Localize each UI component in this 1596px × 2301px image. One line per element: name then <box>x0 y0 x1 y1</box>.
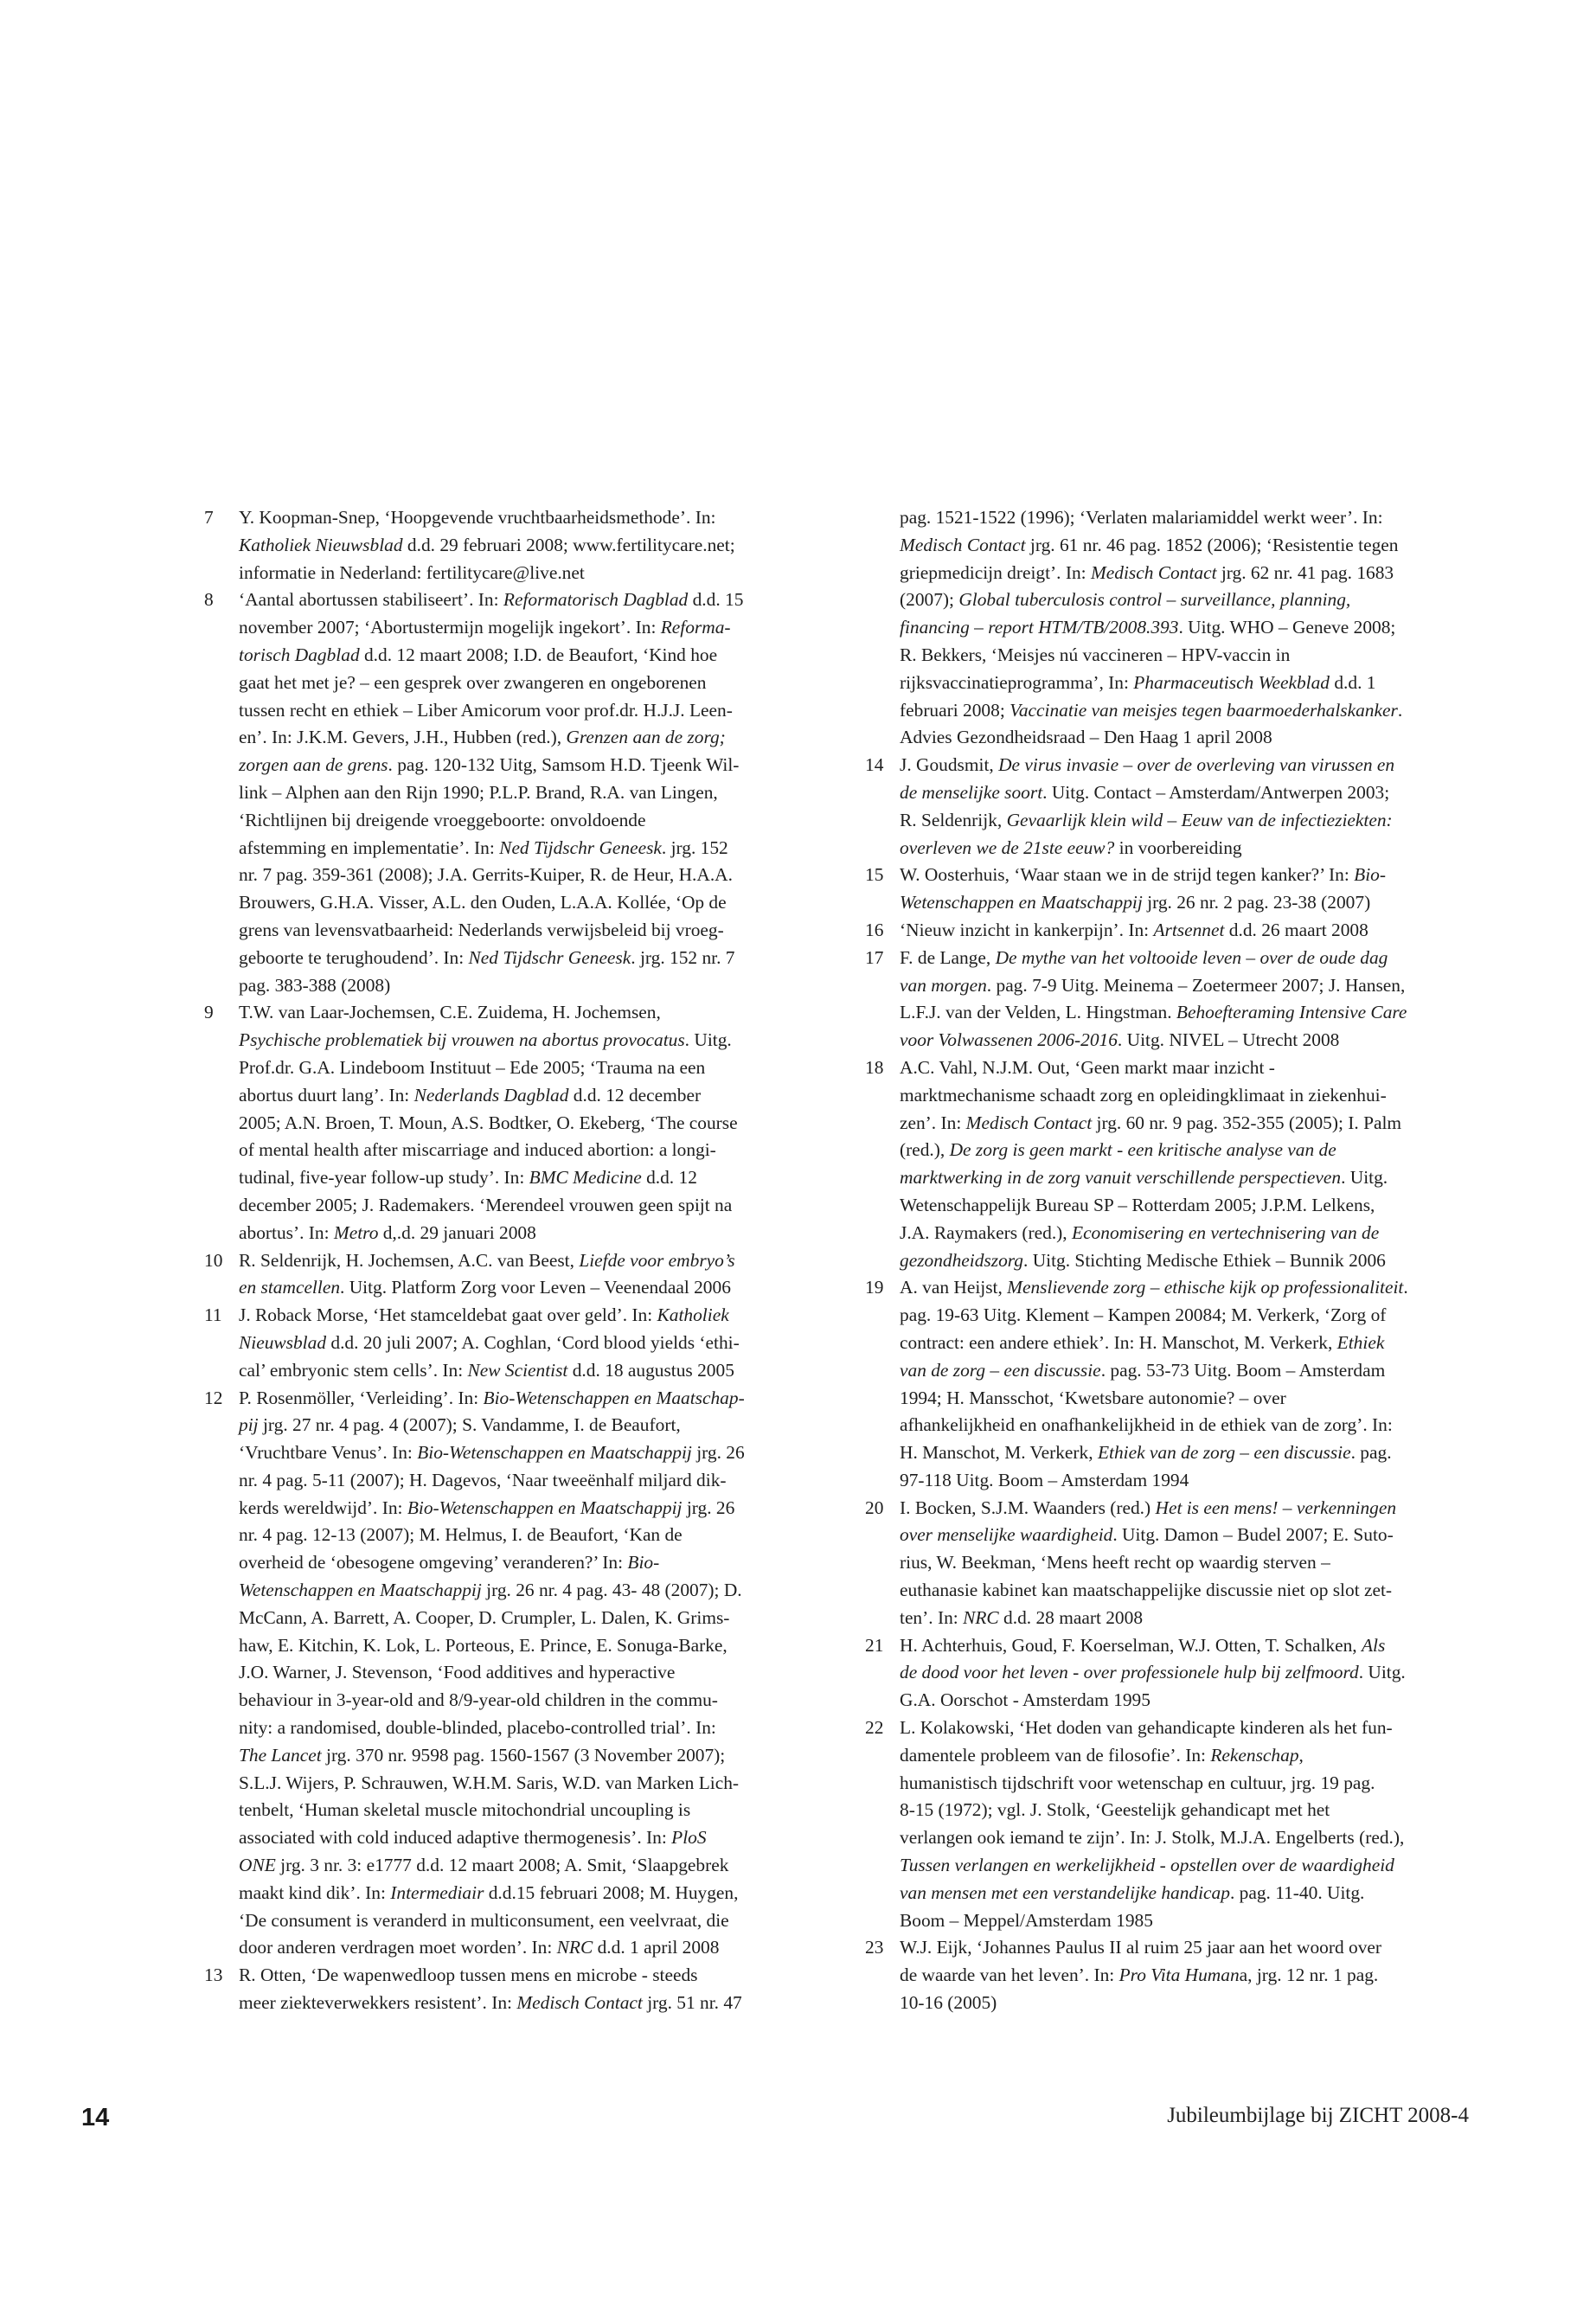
footnote-line: tudinal, five-year follow-up study’. In: BMC Medicine d.d. 12 <box>239 1167 697 1189</box>
footnote-line: gezondheidszorg. Uitg. Stichting Medische Ethiek – Bunnik 2006 <box>900 1249 1386 1271</box>
footnote-line: G.A. Oorschot - Amsterdam 1995 <box>900 1689 1151 1711</box>
footnote-line: Katholiek Nieuwsblad d.d. 29 februari 2008; www.fertilitycare.net; <box>239 534 735 555</box>
footnote-line: Wetenschappelijk Bureau SP – Rotterdam 2005; J.P.M. Lelkens, <box>900 1194 1375 1215</box>
footnote-line: de dood voor het leven - over professionele hulp bij zelfmoord. Uitg. <box>900 1662 1406 1683</box>
footnote-line: afstemming en implementatie’. In: Ned Tijdschr Geneesk. jrg. 152 <box>239 836 728 858</box>
footnote-text <box>239 1385 792 1963</box>
footnote-line: afhankelijkheid en onafhankelijkheid in de ethiek van de zorg’. In: <box>900 1414 1393 1436</box>
footnote-line: damentele probleem van de filosofie’. In: Rekenschap, <box>900 1744 1304 1766</box>
footnote-line: marktwerking in de zorg vanuit verschillende perspectieven. Uitg. <box>900 1167 1388 1189</box>
footnote-number: 22 <box>865 1717 884 1739</box>
footnote-line: R. Bekkers, ‘Meisjes nú vaccineren – HPV-vaccin in <box>900 644 1291 665</box>
footnote-line: R. Seldenrijk, H. Jochemsen, A.C. van Beest, Liefde voor embryo’s <box>239 1249 735 1271</box>
footnote-number: 9 <box>204 1002 214 1023</box>
footnote-line: W.J. Eijk, ‘Johannes Paulus II al ruim 25 jaar aan het woord over <box>900 1937 1382 1958</box>
footnote-line: nr. 4 pag. 12-13 (2007); M. Helmus, I. de Beaufort, ‘Kan de <box>239 1524 683 1546</box>
notes-column-right <box>865 504 1453 2017</box>
footnote-line: nr. 4 pag. 5-11 (2007); H. Dagevos, ‘Naar tweeënhalf miljard dik- <box>239 1469 727 1490</box>
footnote-line: van mensen met een verstandelijke handicap. pag. 11-40. Uitg. <box>900 1881 1365 1903</box>
footnote-number: 16 <box>865 919 884 940</box>
footnote-line: meer ziekteverwekkers resistent’. In: Medisch Contact jrg. 51 nr. 47 <box>239 1992 742 2014</box>
footnote <box>865 1715 1453 1934</box>
footnote-line: McCann, A. Barrett, A. Cooper, D. Crumpler, L. Dalen, K. Grims- <box>239 1606 730 1628</box>
footnote-line: ‘Richtlijnen bij dreigende vroeggeboorte: onvoldoende <box>239 809 646 830</box>
footnote-line: (red.), De zorg is geen markt - een kritische analyse van de <box>900 1139 1336 1161</box>
footnote <box>204 1385 792 1963</box>
footnote-text <box>900 862 1453 917</box>
page-number: 14 <box>81 2104 110 2131</box>
footnote-line: december 2005; J. Rademakers. ‘Merendeel vrouwen geen spijt na <box>239 1194 733 1215</box>
footnote-line: voor Volwassenen 2006-2016. Uitg. NIVEL – Utrecht 2008 <box>900 1029 1340 1051</box>
footnote-text <box>239 1247 792 1303</box>
footnote <box>204 1962 792 2017</box>
footnote-number: 15 <box>865 864 884 886</box>
footnote-line: 1994; H. Mansschot, ‘Kwetsbare autonomie? – over <box>900 1387 1286 1408</box>
footnote-line: Y. Koopman-Snep, ‘Hoopgevende vruchtbaarheidsmethode’. In: <box>239 507 716 528</box>
footnote-line: L. Kolakowski, ‘Het doden van gehandicapte kinderen als het fun- <box>900 1717 1393 1739</box>
footnote-line: door anderen verdragen moet worden’. In: NRC d.d. 1 april 2008 <box>239 1937 720 1958</box>
footnote <box>204 1247 792 1303</box>
footnote-text <box>900 945 1453 1054</box>
footnote-line: Wetenschappen en Maatschappij jrg. 26 nr. 2 pag. 23-38 (2007) <box>900 892 1371 913</box>
footnote-line: van de zorg – een discussie. pag. 53-73 Uitg. Boom – Amsterdam <box>900 1359 1386 1381</box>
footnote-text <box>900 1934 1453 2016</box>
footnote-number: 7 <box>204 507 214 528</box>
notes-column-left <box>204 504 792 2017</box>
footnote-text <box>239 999 792 1247</box>
footnote-line: torisch Dagblad d.d. 12 maart 2008; I.D. de Beaufort, ‘Kind hoe <box>239 644 718 665</box>
footnote-text <box>239 1962 792 2017</box>
footnote-line: zorgen aan de grens. pag. 120-132 Uitg, Samsom H.D. Tjeenk Wil- <box>239 754 740 776</box>
footnote-line: de waarde van het leven’. In: Pro Vita Humana, jrg. 12 nr. 1 pag. <box>900 1965 1379 1986</box>
footnote-line: rijksvaccinatieprogramma’, In: Pharmaceutisch Weekblad d.d. 1 <box>900 671 1376 693</box>
footnote <box>865 1495 1453 1632</box>
footnote-line: abortus’. In: Metro d,.d. 29 januari 2008 <box>239 1221 536 1243</box>
footnote-line: verlangen ook iemand te zijn’. In: J. Stolk, M.J.A. Engelberts (red.), <box>900 1827 1405 1849</box>
footnote-number: 20 <box>865 1497 884 1518</box>
footnote-line: A. van Heijst, Menslievende zorg – ethische kijk op professionaliteit. <box>900 1277 1408 1298</box>
footnote-text <box>900 1054 1453 1274</box>
footnote-line: ‘Nieuw inzicht in kankerpijn’. In: Artsennet d.d. 26 maart 2008 <box>900 919 1368 940</box>
footnote-text <box>900 1495 1453 1632</box>
footnote-line: I. Bocken, S.J.M. Waanders (red.) Het is een mens! – verkenningen <box>900 1497 1397 1518</box>
footnote-text <box>239 504 792 586</box>
footnote-number: 19 <box>865 1277 884 1298</box>
footer-title: Jubileumbijlage bij ZICHT 2008-4 <box>1167 2104 1469 2127</box>
footnote-line: The Lancet jrg. 370 nr. 9598 pag. 1560-1567 (3 November 2007); <box>239 1744 726 1766</box>
footnote-number: 21 <box>865 1634 884 1656</box>
footnote-line: pag. 1521-1522 (1996); ‘Verlaten malariamiddel werkt weer’. In: <box>900 507 1383 528</box>
footnote-line: associated with cold induced adaptive thermogenesis’. In: PloS <box>239 1827 707 1849</box>
footnote-line: tenbelt, ‘Human skeletal muscle mitochondrial uncoupling is <box>239 1799 691 1821</box>
footnote-line: Medisch Contact jrg. 61 nr. 46 pag. 1852 (2006); ‘Resistentie tegen <box>900 534 1399 555</box>
footnote-line: euthanasie kabinet kan maatschappelijke discussie niet op slot zet- <box>900 1580 1393 1601</box>
footnote-line: grens van levensvatbaarheid: Nederlands verwijsbeleid bij vroeg- <box>239 919 724 940</box>
footnote-line: R. Seldenrijk, Gevaarlijk klein wild – Eeuw van de infectieziekten: <box>900 809 1393 830</box>
footnote-line: februari 2008; Vaccinatie van meisjes tegen baarmoederhalskanker. <box>900 699 1403 721</box>
footnote <box>865 752 1453 862</box>
footnote-line: of mental health after miscarriage and induced abortion: a longi- <box>239 1139 716 1161</box>
footnote-line: pag. 19-63 Uitg. Klement – Kampen 20084; M. Verkerk, ‘Zorg of <box>900 1304 1387 1326</box>
footnote-line: J.A. Raymakers (red.), Economisering en vertechnisering van de <box>900 1221 1380 1243</box>
footnote-line: S.L.J. Wijers, P. Schrauwen, W.H.M. Saris, W.D. van Marken Lich- <box>239 1772 740 1793</box>
footnote-line: november 2007; ‘Abortustermijn mogelijk ingekort’. In: Reforma- <box>239 617 731 638</box>
footnote-line: marktmechanisme schaadt zorg en opleidingklimaat in ziekenhui- <box>900 1084 1387 1106</box>
footnote-line: 97-118 Uitg. Boom – Amsterdam 1994 <box>900 1469 1189 1490</box>
footnote-line: Boom – Meppel/Amsterdam 1985 <box>900 1909 1153 1931</box>
footnote-text <box>900 752 1453 862</box>
footnote-number: 14 <box>865 754 884 776</box>
footnote-number: 8 <box>204 589 214 611</box>
footnote-line: 2005; A.N. Broen, T. Moun, A.S. Bodtker, O. Ekeberg, ‘The course <box>239 1112 738 1133</box>
footnote-text <box>900 917 1453 945</box>
footnote-line: ten’. In: NRC d.d. 28 maart 2008 <box>900 1606 1144 1628</box>
footnote-number: 13 <box>204 1965 223 1986</box>
footnote-line: rius, W. Beekman, ‘Mens heeft recht op waardig sterven – <box>900 1552 1330 1574</box>
footnote-line: J.O. Warner, J. Stevenson, ‘Food additives and hyperactive <box>239 1662 676 1683</box>
footnote <box>865 504 1453 752</box>
footnote-line: A.C. Vahl, N.J.M. Out, ‘Geen markt maar inzicht - <box>900 1056 1275 1078</box>
footnote-text <box>239 1302 792 1384</box>
footnote-line: overleven we de 21ste eeuw? in voorbereiding <box>900 836 1242 858</box>
footnote-line: H. Manschot, M. Verkerk, Ethiek van de zorg – een discussie. pag. <box>900 1442 1392 1464</box>
footnote-text <box>900 1632 1453 1715</box>
footnote-line: ‘Vruchtbare Venus’. In: Bio-Wetenschappen en Maatschappij jrg. 26 <box>239 1442 745 1464</box>
footnote-line: J. Roback Morse, ‘Het stamceldebat gaat over geld’. In: Katholiek <box>239 1304 729 1326</box>
footnote-text <box>239 586 792 999</box>
footnote-line: R. Otten, ‘De wapenwedloop tussen mens en microbe - steeds <box>239 1965 698 1986</box>
footnote-line: kerds wereldwijd’. In: Bio-Wetenschappen en Maatschappij jrg. 26 <box>239 1497 735 1518</box>
footnote-line: en stamcellen. Uitg. Platform Zorg voor Leven – Veenendaal 2006 <box>239 1277 731 1298</box>
footnote-line: 10-16 (2005) <box>900 1992 997 2014</box>
footnote-line: Nieuwsblad d.d. 20 juli 2007; A. Coghlan, ‘Cord blood yields ‘ethi- <box>239 1331 740 1353</box>
footnote-line: pij jrg. 27 nr. 4 pag. 4 (2007); S. Vandamme, I. de Beaufort, <box>239 1414 681 1436</box>
footnote-line: Advies Gezondheidsraad – Den Haag 1 april 2008 <box>900 727 1272 748</box>
footnote <box>204 1302 792 1384</box>
footnote <box>204 586 792 999</box>
footnote <box>865 862 1453 917</box>
footnote-line: Psychische problematiek bij vrouwen na abortus provocatus. Uitg. <box>239 1029 732 1051</box>
footnote-line: ONE jrg. 3 nr. 3: e1777 d.d. 12 maart 2008; A. Smit, ‘Slaapgebrek <box>239 1855 729 1876</box>
footnote <box>865 917 1453 945</box>
footnote-number: 17 <box>865 946 884 968</box>
footnote-line: behaviour in 3-year-old and 8/9-year-old children in the commu- <box>239 1689 718 1711</box>
footnote-line: Prof.dr. G.A. Lindeboom Instituut – Ede 2005; ‘Trauma na een <box>239 1056 706 1078</box>
footnote-line: nity: a randomised, double-blinded, placebo-controlled trial’. In: <box>239 1717 716 1739</box>
footnote-line: W. Oosterhuis, ‘Waar staan we in de strijd tegen kanker?’ In: Bio- <box>900 864 1386 886</box>
footnote-line: haw, E. Kitchin, K. Lok, L. Porteous, E. Prince, E. Sonuga-Barke, <box>239 1634 727 1656</box>
footnote-line: nr. 7 pag. 359-361 (2008); J.A. Gerrits-Kuiper, R. de Heur, H.A.A. <box>239 864 733 886</box>
footnote <box>865 1934 1453 2016</box>
footnote-line: van morgen. pag. 7-9 Uitg. Meinema – Zoetermeer 2007; J. Hansen, <box>900 974 1406 996</box>
footnote-line: geboorte te terughoudend’. In: Ned Tijdschr Geneesk. jrg. 152 nr. 7 <box>239 946 735 968</box>
footnote <box>865 945 1453 1054</box>
footnote-line: L.F.J. van der Velden, L. Hingstman. Behoefteraming Intensive Care <box>900 1002 1407 1023</box>
footnote-line: ‘De consument is veranderd in multiconsument, een veelvraat, die <box>239 1909 729 1931</box>
footnote-line: over menselijke waardigheid. Uitg. Damon – Budel 2007; E. Suto- <box>900 1524 1394 1546</box>
footnote-number: 23 <box>865 1937 884 1958</box>
footnote-line: zen’. In: Medisch Contact jrg. 60 nr. 9 pag. 352-355 (2005); I. Palm <box>900 1112 1402 1133</box>
footnote-line: pag. 383-388 (2008) <box>239 974 391 996</box>
footnote-line: financing – report HTM/TB/2008.393. Uitg. WHO – Geneve 2008; <box>900 617 1396 638</box>
footnote-text <box>900 504 1453 752</box>
footnote <box>204 999 792 1247</box>
footnote-line: maakt kind dik’. In: Intermediair d.d.15 februari 2008; M. Huygen, <box>239 1881 739 1903</box>
footnote-line: Wetenschappen en Maatschappij jrg. 26 nr. 4 pag. 43- 48 (2007); D. <box>239 1580 742 1601</box>
footnote-line: overheid de ‘obesogene omgeving’ veranderen?’ In: Bio- <box>239 1552 660 1574</box>
footnote-line: de menselijke soort. Uitg. Contact – Amsterdam/Antwerpen 2003; <box>900 781 1390 803</box>
footnote-line: humanistisch tijdschrift voor wetenschap en cultuur, jrg. 19 pag. <box>900 1772 1375 1793</box>
footnote-line: ‘Aantal abortussen stabiliseert’. In: Reformatorisch Dagblad d.d. 15 <box>239 589 744 611</box>
footnote <box>865 1632 1453 1715</box>
footnote <box>865 1274 1453 1494</box>
footnote-line: cal’ embryonic stem cells’. In: New Scientist d.d. 18 augustus 2005 <box>239 1359 734 1381</box>
footnote-line: tussen recht en ethiek – Liber Amicorum voor prof.dr. H.J.J. Leen- <box>239 699 733 721</box>
footnote-line: link – Alphen aan den Rijn 1990; P.L.P. Brand, R.A. van Lingen, <box>239 781 718 803</box>
footnote-line: P. Rosenmöller, ‘Verleiding’. In: Bio-Wetenschappen en Maatschap- <box>239 1387 745 1408</box>
footnote <box>865 1054 1453 1274</box>
footnote-number: 12 <box>204 1387 223 1408</box>
footnote-number: 10 <box>204 1249 223 1271</box>
footnote-text <box>900 1715 1453 1934</box>
footnote-line: en’. In: J.K.M. Gevers, J.H., Hubben (red.), Grenzen aan de zorg; <box>239 727 726 748</box>
footnote-line: F. de Lange, De mythe van het voltooide leven – over de oude dag <box>900 946 1388 968</box>
footnote-number: 11 <box>204 1304 222 1326</box>
footnote-line: informatie in Nederland: fertilitycare@live.net <box>239 561 585 583</box>
footnote-line: abortus duurt lang’. In: Nederlands Dagblad d.d. 12 december <box>239 1084 702 1106</box>
footnote-line: Brouwers, G.H.A. Visser, A.L. den Ouden, L.A.A. Kollée, ‘Op de <box>239 892 727 913</box>
footnote-line: griepmedicijn dreigt’. In: Medisch Contact jrg. 62 nr. 41 pag. 1683 <box>900 561 1394 583</box>
footnote-line: H. Achterhuis, Goud, F. Koerselman, W.J. Otten, T. Schalken, Als <box>900 1634 1386 1656</box>
footnote-line: contract: een andere ethiek’. In: H. Manschot, M. Verkerk, Ethiek <box>900 1331 1385 1353</box>
footnote-text <box>900 1274 1453 1494</box>
footnote-line: J. Goudsmit, De virus invasie – over de overleving van virussen en <box>900 754 1395 776</box>
footnote-line: 8-15 (1972); vgl. J. Stolk, ‘Geestelijk gehandicapt met het <box>900 1799 1330 1821</box>
footnote-number: 18 <box>865 1056 884 1078</box>
footnote <box>204 504 792 586</box>
footnote-line: (2007); Global tuberculosis control – surveillance, planning, <box>900 589 1351 611</box>
footnote-line: gaat het met je? – een gesprek over zwangeren en ongeborenen <box>239 671 707 693</box>
footnote-line: Tussen verlangen en werkelijkheid - opstellen over de waardigheid <box>900 1855 1394 1876</box>
footnote-line: T.W. van Laar-Jochemsen, C.E. Zuidema, H. Jochemsen, <box>239 1002 661 1023</box>
